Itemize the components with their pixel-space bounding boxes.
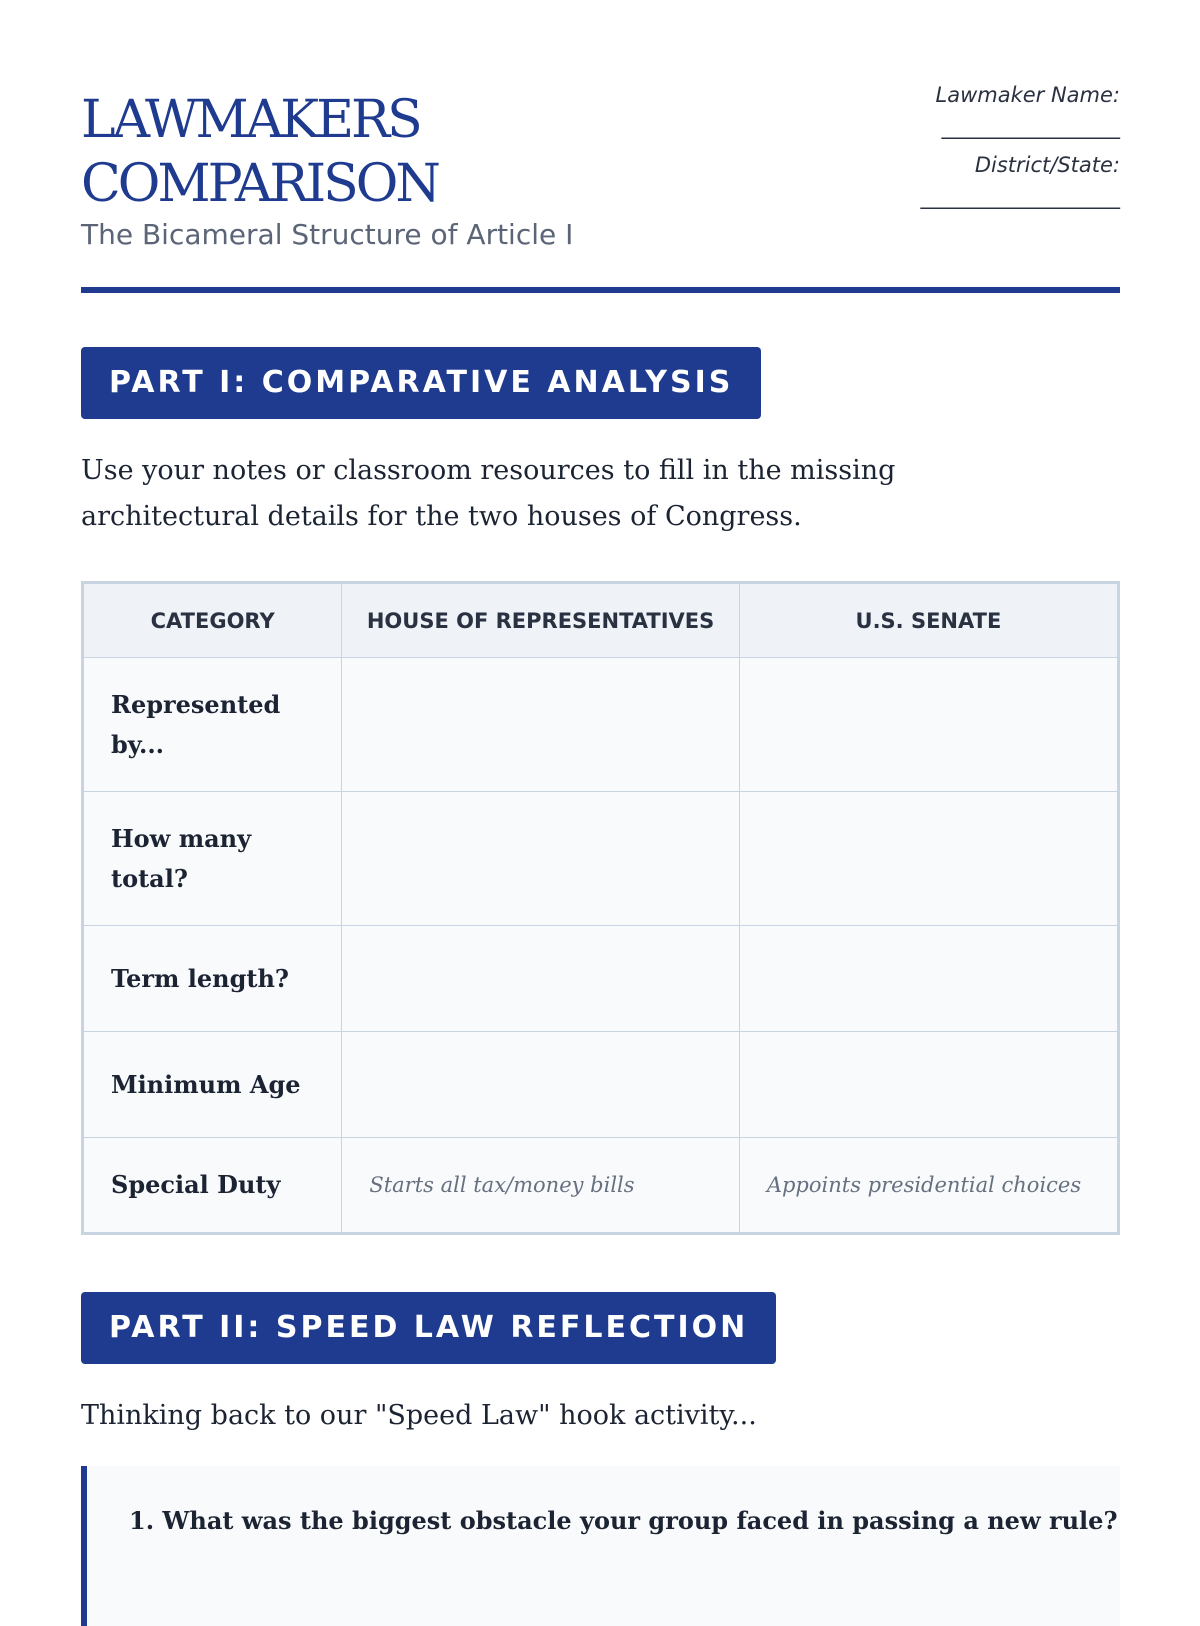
lawmaker-name-field[interactable]: _________________ [941,115,1120,139]
lawmaker-name-label: Lawmaker Name: [935,83,1120,107]
header-category: CATEGORY [83,583,342,658]
house-answer-cell[interactable] [342,658,740,792]
row-category: Minimum Age [83,1032,342,1138]
page-subtitle: The Bicameral Structure of Article I [81,218,574,251]
question-1: 1. What was the biggest obstacle your group faced in passing a new rule? [129,1506,1118,1535]
district-state-field[interactable]: ___________________ [920,185,1120,209]
question-card [81,1466,1120,1626]
senate-special-duty: Appoints presidential choices [739,1138,1118,1234]
table-row [83,926,1119,1032]
house-answer-cell[interactable] [342,1032,740,1138]
header-house: HOUSE OF REPRESENTATIVES [342,583,740,658]
part2-banner: PART II: SPEED LAW REFLECTION [81,1292,776,1364]
title-line-1: LAWMAKERS [81,90,420,150]
worksheet-header [81,0,1120,296]
house-special-duty: Starts all tax/money bills [342,1138,740,1234]
page-title [81,88,438,216]
part2-instructions: Thinking back to our "Speed Law" hook activity... [81,1400,757,1431]
house-answer-cell[interactable] [342,792,740,926]
table-row [83,1138,1119,1234]
header-divider [81,287,1120,293]
comparison-table-wrapper [81,581,1120,1235]
header-senate: U.S. SENATE [739,583,1118,658]
table-row [83,792,1119,926]
row-category: Term length? [83,926,342,1032]
house-answer-cell[interactable] [342,926,740,1032]
table-header-row [83,583,1119,658]
part1-instructions: Use your notes or classroom resources to fill in the missing architectural details for the two houses of Congress. [81,455,896,532]
title-line-2: COMPARISON [81,154,438,214]
row-category: Represented by... [83,658,342,792]
student-info-block [921,80,1121,220]
worksheet-page [81,0,1120,1535]
row-category: How many total? [83,792,342,926]
table-row [83,658,1119,792]
part1-banner: PART I: COMPARATIVE ANALYSIS [81,347,761,419]
district-state-label: District/State: [974,153,1120,177]
senate-answer-cell[interactable] [739,658,1118,792]
table-row [83,1032,1119,1138]
senate-answer-cell[interactable] [739,792,1118,926]
comparison-table [81,581,1120,1235]
senate-answer-cell[interactable] [739,926,1118,1032]
senate-answer-cell[interactable] [739,1032,1118,1138]
row-category: Special Duty [83,1138,342,1234]
